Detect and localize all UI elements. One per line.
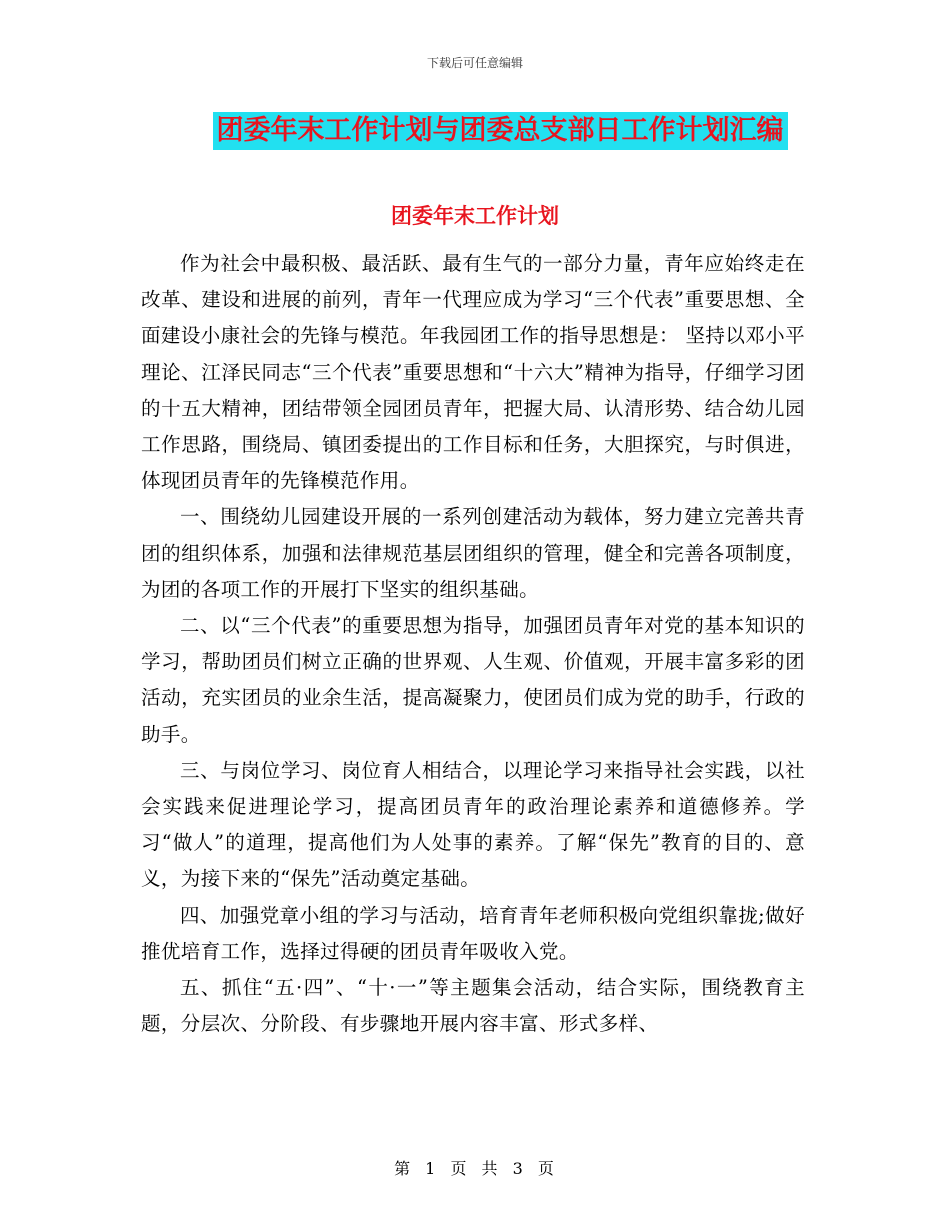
- document-title-wrap: [0, 112, 950, 150]
- page-header: 下载后可任意编辑: [426, 56, 523, 70]
- paragraph-item-3: 三、与岗位学习、岗位育人相结合，以理论学习来指导社会实践，以社会实践来促进理论学习，提高团员青年的政治理论素养和道德修养。学习“做人”的道理，提高他们为人处事的素养。了解“保先”教育的目的、意义，为接下来的“保先”活动奠定基础。: [141, 758, 805, 891]
- section-title: 团委年末工作计划: [391, 204, 559, 228]
- page-number-footer: 第 1 页 共 3 页: [394, 1159, 556, 1178]
- paragraph-item-5: 五、抓住“五·四”、“十·一”等主题集会活动，结合实际，围绕教育主题，分层次、分阶段、有步骤地开展内容丰富、形式多样、: [141, 976, 805, 1036]
- paragraph-item-1: 一、围绕幼儿园建设开展的一系列创建活动为载体，努力建立完善共青团的组织体系，加强和法律规范基层团组织的管理，健全和完善各项制度，为团的各项工作的开展打下坚实的组织基础。: [141, 505, 805, 601]
- paragraph-intro: 作为社会中最积极、最活跃、最有生气的一部分力量，青年应始终走在改革、建设和进展的前列，青年一代理应成为学习“三个代表”重要思想、全面建设小康社会的先锋与模范。年我园团工作的指导思想是： 坚持以邓小平理论、江泽民同志“三个代表”重要思想和“十六大”精神为指导，仔细学习团的十五大精神，团结带领全园团员青年，把握大局、认清形势、结合幼儿园工作思路，围绕局、镇团委提出的工作目标和任务，大胆探究，与时俱进，体现团员青年的先锋模范作用。: [141, 252, 805, 493]
- paragraph-item-4: 四、加强党章小组的学习与活动，培育青年老师积极向党组织靠拢;做好推优培育工作，选择过得硬的团员青年吸收入党。: [141, 903, 805, 963]
- paragraph-item-2: 二、以“三个代表”的重要思想为指导，加强团员青年对党的基本知识的学习，帮助团员们树立正确的世界观、人生观、价值观，开展丰富多彩的团活动，充实团员的业余生活，提高凝聚力，使团员们成为党的助手，行政的助手。: [141, 614, 805, 746]
- document-title: 团委年末工作计划与团委总支部日工作计划汇编: [213, 112, 788, 150]
- document-body: [141, 246, 805, 1042]
